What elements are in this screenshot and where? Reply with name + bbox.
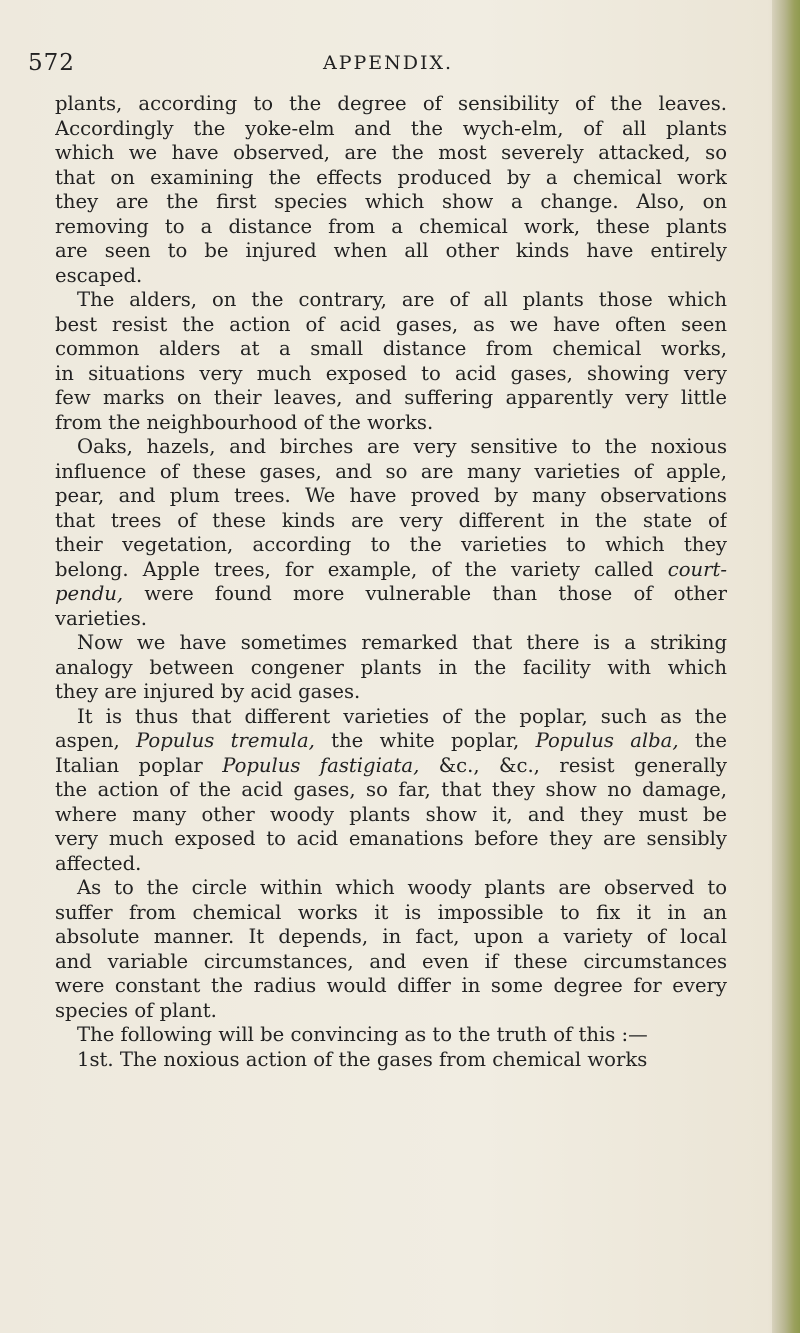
paragraph — [55, 631, 727, 705]
text-segment: aspen, — [55, 729, 137, 752]
text-segment: in situations very much exposed to acid gases, showing very — [55, 361, 727, 385]
text-segment: that on examining the effects produced by a chemical work — [55, 165, 727, 189]
text-segment: where many other woody plants show it, and they must be — [55, 802, 727, 826]
italic-text: Populus fastigiata, — [222, 753, 420, 777]
text-segment: which we have observed, are the most severely attacked, so — [55, 141, 727, 164]
text-segment: the — [678, 729, 727, 752]
text-line — [55, 876, 727, 901]
text-line — [55, 950, 727, 975]
text-segment: Italian poplar — [55, 753, 223, 777]
text-segment: analogy between congener plants in the facility with which — [55, 655, 727, 679]
text-line — [55, 607, 727, 632]
text-line — [55, 460, 727, 485]
text-segment: absolute manner. It depends, in fact, upon a variety of local — [55, 925, 727, 948]
text-line — [55, 631, 727, 656]
text-line — [55, 852, 727, 877]
text-line — [55, 288, 727, 313]
text-segment: The alders, on the contrary, are of all plants those which — [77, 288, 727, 311]
text-line — [55, 435, 727, 460]
text-segment: and variable circumstances, and even if these circumstances — [55, 949, 727, 973]
text-segment: removing to a distance from a chemical work, these plants — [55, 214, 727, 238]
italic-text: court- — [667, 557, 727, 581]
text-line — [55, 215, 727, 240]
text-line — [55, 411, 727, 436]
text-line — [55, 705, 727, 730]
text-line — [55, 533, 727, 558]
text-line — [55, 166, 727, 191]
text-line — [55, 509, 727, 534]
text-line — [55, 974, 727, 999]
text-line — [55, 386, 727, 411]
text-line — [55, 656, 727, 681]
text-segment: &c., &c., resist generally — [419, 753, 727, 777]
page-edge-shadow — [772, 0, 800, 1333]
text-segment: influence of these gases, and so are many varieties of apple, — [55, 459, 727, 483]
text-segment: few marks on their leaves, and suffering apparently very little — [55, 386, 727, 409]
text-segment: were found more vulnerable than those of other — [123, 582, 727, 605]
italic-text: Populus alba, — [535, 729, 679, 752]
text-segment: Accordingly the yoke-elm and the wych-elm, of all plants — [55, 116, 727, 140]
text-segment: are seen to be injured when all other kinds have entirely — [55, 239, 727, 262]
text-line — [55, 92, 727, 117]
text-segment: the white poplar, — [314, 729, 536, 752]
text-line — [55, 362, 727, 387]
text-line — [55, 754, 727, 779]
running-head: APPENDIX. — [323, 52, 454, 74]
text-line — [55, 264, 727, 289]
text-line — [55, 1023, 727, 1048]
text-segment: escaped. — [55, 263, 143, 287]
italic-text: Populus tremula, — [136, 729, 315, 752]
text-segment: that trees of these kinds are very different in the state of — [55, 508, 727, 532]
text-segment: varieties. — [55, 606, 147, 630]
text-segment: the action of the acid gases, so far, that they show no damage, — [55, 778, 727, 801]
paragraph — [55, 92, 727, 288]
text-line — [55, 337, 727, 362]
text-segment: suffer from chemical works it is impossible to fix it in an — [55, 900, 727, 924]
text-segment: they are injured by acid gases. — [55, 680, 361, 703]
paragraph — [55, 705, 727, 877]
text-line — [55, 1048, 727, 1073]
text-segment: The following will be convincing as to the truth of this :— — [77, 1023, 648, 1046]
text-segment: best resist the action of acid gases, as we have often seen — [55, 312, 727, 336]
text-line — [55, 803, 727, 828]
paragraph — [55, 288, 727, 435]
paragraph — [55, 876, 727, 1023]
text-segment: belong. Apple trees, for example, of the variety called — [55, 557, 668, 581]
text-segment: pear, and plum trees. We have proved by many observations — [55, 484, 727, 507]
paragraph — [55, 1048, 727, 1073]
text-segment: their vegetation, according to the varieties to which they — [55, 533, 727, 556]
text-segment: Oaks, hazels, and birches are very sensitive to the noxious — [77, 435, 727, 458]
text-line — [55, 239, 727, 264]
text-line — [55, 901, 727, 926]
text-line — [55, 680, 727, 705]
text-segment: common alders at a small distance from chemical works, — [55, 337, 727, 360]
text-segment: 1st. The noxious action of the gases from chemical works — [77, 1047, 648, 1071]
text-line — [55, 558, 727, 583]
text-segment: species of plant. — [55, 998, 217, 1022]
text-line — [55, 729, 727, 754]
text-segment: Now we have sometimes remarked that there is a striking — [77, 631, 727, 654]
text-segment: As to the circle within which woody plants are observed to — [77, 876, 727, 899]
text-segment: affected. — [55, 851, 142, 875]
text-line — [55, 117, 727, 142]
paragraph — [55, 435, 727, 631]
text-line — [55, 925, 727, 950]
text-line — [55, 484, 727, 509]
italic-text: pendu, — [55, 582, 124, 605]
text-segment: It is thus that different varieties of the poplar, such as the — [77, 704, 727, 728]
text-line — [55, 141, 727, 166]
page-header — [28, 50, 728, 78]
text-segment: very much exposed to acid emanations before they are sensibly — [55, 827, 727, 850]
text-line — [55, 778, 727, 803]
body-text — [55, 92, 727, 1072]
text-segment: were constant the radius would differ in some degree for every — [55, 974, 727, 997]
text-line — [55, 190, 727, 215]
text-segment: they are the first species which show a change. Also, on — [55, 190, 727, 213]
text-segment: from the neighbourhood of the works. — [55, 410, 434, 434]
text-segment: plants, according to the degree of sensibility of the leaves. — [55, 92, 727, 115]
page-number: 572 — [28, 50, 75, 76]
paragraph — [55, 1023, 727, 1048]
text-line — [55, 827, 727, 852]
text-line — [55, 313, 727, 338]
text-line — [55, 999, 727, 1024]
text-line — [55, 582, 727, 607]
